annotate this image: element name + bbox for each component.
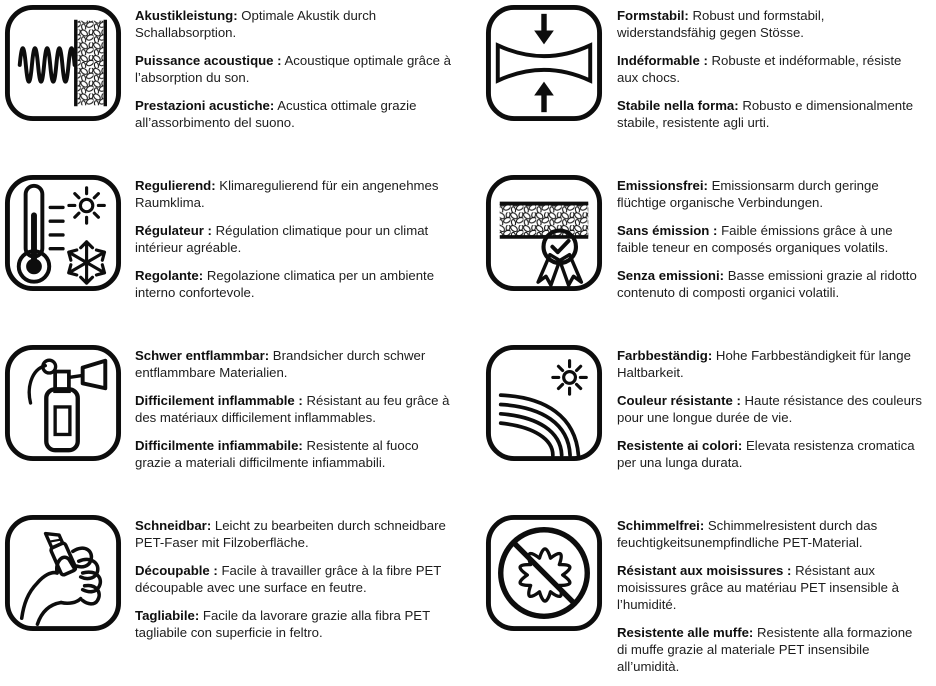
feature-text-it: Regolante: Regolazione climatica per un ambiente interno confortevole.: [135, 268, 435, 300]
feature-texts: [617, 344, 922, 482]
feature-text-de: Schneidbar: Leicht zu bearbeiten durch schneidbare PET-Faser mit Filzoberfläche.: [135, 518, 446, 550]
feature-text-de: Emissionsfrei: Emissionsarm durch geringe flüchtige organische Verbindungen.: [617, 178, 879, 210]
feature-text-it: Senza emissioni: Basse emissioni grazie al ridotto contenuto di composti organici volatili.: [617, 268, 917, 300]
climate-regulation-icon: [4, 174, 122, 292]
feature-text-fr: Résistant aux moisissures : Résistant aux moisissures grâce au matériau PET insensible à l’humidité.: [617, 563, 899, 612]
feature-text-de: Formstabil: Robust und formstabil, widerstandsfähig gegen Stösse.: [617, 8, 825, 40]
feature-label-fr: Couleur résistante :: [617, 393, 741, 408]
feature-tile-acoustics: [0, 0, 468, 170]
feature-label-fr: Découpable :: [135, 563, 218, 578]
feature-texts: [135, 344, 457, 482]
feature-label-de: Schwer entflammbar:: [135, 348, 270, 363]
feature-texts: [617, 4, 922, 142]
feature-label-de: Farbbeständig:: [617, 348, 713, 363]
feature-text-fr: Régulateur : Régulation climatique pour un climat intérieur agréable.: [135, 223, 429, 255]
feature-tile-shape-stability: [468, 0, 936, 170]
feature-text-it: Tagliabile: Facile da lavorare grazie alla fibra PET tagliabile con superficie in feltro.: [135, 608, 430, 640]
feature-label-it: Stabile nella forma:: [617, 98, 739, 113]
feature-label-de: Akustikleistung:: [135, 8, 238, 23]
feature-label-it: Resistente alle muffe:: [617, 625, 754, 640]
feature-label-it: Regolante:: [135, 268, 204, 283]
feature-text-it: Stabile nella forma: Robusto e dimensionalmente stabile, resistente agli urti.: [617, 98, 914, 130]
feature-label-it: Senza emissioni:: [617, 268, 725, 283]
feature-label-it: Resistente ai colori:: [617, 438, 743, 453]
feature-text-it: Difficilmente infiammabile: Resistente al fuoco grazie a materiali difficilmente infiammabili.: [135, 438, 419, 470]
feature-tile-color: [468, 340, 936, 510]
feature-text-it: Resistente ai colori: Elevata resistenza cromatica per una lunga durata.: [617, 438, 915, 470]
feature-texts: [135, 174, 457, 312]
cutter-hand-icon: [4, 514, 122, 632]
feature-label-fr: Résistant aux moisissures :: [617, 563, 792, 578]
feature-tile-emissions: [468, 170, 936, 340]
low-emission-icon: [485, 174, 603, 292]
feature-text-fr: Sans émission : Faible émissions grâce à une faible teneur en composés organiques volatils.: [617, 223, 893, 255]
no-mold-icon: [485, 514, 603, 632]
feature-tile-fire: [0, 340, 468, 510]
feature-label-fr: Sans émission :: [617, 223, 718, 238]
feature-text-it: Resistente alle muffe: Resistente alla formazione di muffe grazie al materiale PET insensibile all’umidità.: [617, 625, 913, 674]
feature-label-de: Schimmelfrei:: [617, 518, 705, 533]
shape-stability-icon: [485, 4, 603, 122]
feature-label-de: Emissionsfrei:: [617, 178, 708, 193]
feature-text-fr: Difficilement inflammable : Résistant au feu grâce à des matériaux difficilement inflammables.: [135, 393, 450, 425]
feature-label-fr: Difficilement inflammable :: [135, 393, 303, 408]
feature-label-fr: Indéformable :: [617, 53, 708, 68]
sound-absorption-icon: [4, 4, 122, 122]
feature-text-de: Farbbeständig: Hohe Farbbeständigkeit für lange Haltbarkeit.: [617, 348, 911, 380]
feature-texts: [135, 4, 457, 142]
feature-label-de: Schneidbar:: [135, 518, 212, 533]
feature-tile-mold: [468, 510, 936, 680]
feature-text-fr: Découpable : Facile à travailler grâce à la fibre PET découpable avec une surface en feutre.: [135, 563, 442, 595]
feature-label-de: Formstabil:: [617, 8, 689, 23]
feature-text-fr: Couleur résistante : Haute résistance des couleurs pour une longue durée de vie.: [617, 393, 922, 425]
feature-text-de: Regulierend: Klimaregulierend für ein angenehmes Raumklima.: [135, 178, 439, 210]
feature-text-de: Schwer entflammbar: Brandsicher durch schwer entflammbare Materialien.: [135, 348, 426, 380]
feature-label-it: Difficilmente infiammabile:: [135, 438, 303, 453]
feature-tile-cuttable: [0, 510, 468, 680]
feature-label-fr: Régulateur :: [135, 223, 212, 238]
feature-text-fr: Indéformable : Robuste et indéformable, résiste aux chocs.: [617, 53, 902, 85]
feature-text-fr: Puissance acoustique : Acoustique optimale grâce à l’absorption du son.: [135, 53, 451, 85]
feature-text-it: Prestazioni acustiche: Acustica ottimale grazie all’assorbimento del suono.: [135, 98, 417, 130]
color-fastness-icon: [485, 344, 603, 462]
feature-label-fr: Puissance acoustique :: [135, 53, 282, 68]
feature-label-it: Tagliabile:: [135, 608, 200, 623]
feature-tile-climate: [0, 170, 468, 340]
fire-extinguisher-icon: [4, 344, 122, 462]
feature-text-de: Akustikleistung: Optimale Akustik durch Schallabsorption.: [135, 8, 377, 40]
feature-label-de: Regulierend:: [135, 178, 216, 193]
feature-texts: [135, 514, 457, 652]
feature-label-it: Prestazioni acustiche:: [135, 98, 275, 113]
feature-texts: [617, 514, 922, 686]
feature-text-de: Schimmelfrei: Schimmelresistent durch das feuchtigkeitsunempfindliche PET-Material.: [617, 518, 878, 550]
feature-texts: [617, 174, 922, 312]
